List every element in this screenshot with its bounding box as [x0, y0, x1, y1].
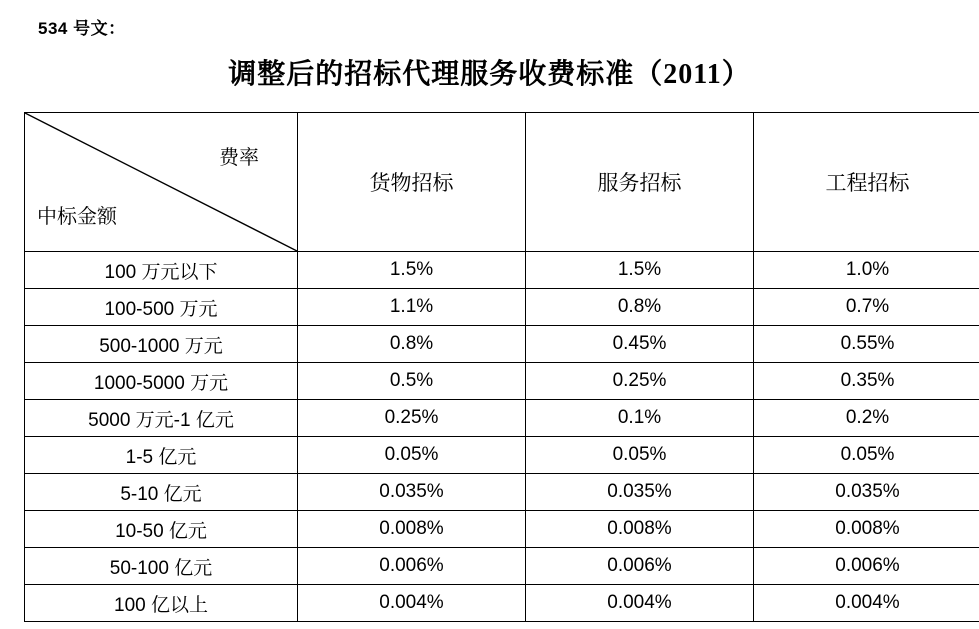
cell-engineering: 0.004% — [754, 585, 979, 622]
cell-engineering: 0.35% — [754, 363, 979, 400]
cell-service: 0.05% — [526, 437, 754, 474]
cell-engineering: 0.008% — [754, 511, 979, 548]
table-row — [25, 400, 979, 437]
column-header-goods: 货物招标 — [298, 113, 526, 252]
column-header-service: 服务招标 — [526, 113, 754, 252]
cell-goods: 0.05% — [298, 437, 526, 474]
cell-service: 0.1% — [526, 400, 754, 437]
cell-engineering: 0.006% — [754, 548, 979, 585]
table-row — [25, 363, 979, 400]
cell-goods: 0.8% — [298, 326, 526, 363]
table-header-row — [25, 113, 979, 252]
row-label: 50-100 亿元 — [25, 548, 298, 585]
column-header-engineering: 工程招标 — [754, 113, 979, 252]
table-row — [25, 252, 979, 289]
row-label: 100 亿以上 — [25, 585, 298, 622]
row-label: 5-10 亿元 — [25, 474, 298, 511]
cell-service: 0.25% — [526, 363, 754, 400]
cell-service: 0.45% — [526, 326, 754, 363]
table-row — [25, 437, 979, 474]
cell-goods: 1.5% — [298, 252, 526, 289]
table-row — [25, 289, 979, 326]
document-note: 534 号文： — [38, 19, 126, 38]
cell-goods: 0.006% — [298, 548, 526, 585]
table-row — [25, 511, 979, 548]
row-label: 5000 万元-1 亿元 — [25, 400, 298, 437]
corner-label-rate: 费率 — [219, 147, 259, 169]
row-label: 10-50 亿元 — [25, 511, 298, 548]
cell-service: 0.035% — [526, 474, 754, 511]
cell-engineering: 0.2% — [754, 400, 979, 437]
corner-inner — [25, 113, 297, 251]
row-label: 100-500 万元 — [25, 289, 298, 326]
row-label: 100 万元以下 — [25, 252, 298, 289]
diagonal-divider-icon — [25, 113, 297, 251]
row-label: 1000-5000 万元 — [25, 363, 298, 400]
cell-engineering: 0.55% — [754, 326, 979, 363]
cell-service: 0.004% — [526, 585, 754, 622]
table-row — [25, 548, 979, 585]
cell-goods: 0.5% — [298, 363, 526, 400]
cell-goods: 0.25% — [298, 400, 526, 437]
cell-goods: 0.035% — [298, 474, 526, 511]
corner-label-amount: 中标金额 — [37, 206, 117, 228]
table-row — [25, 474, 979, 511]
cell-engineering: 1.0% — [754, 252, 979, 289]
cell-goods: 0.004% — [298, 585, 526, 622]
cell-engineering: 0.05% — [754, 437, 979, 474]
table-row — [25, 585, 979, 622]
corner-header-cell — [25, 113, 298, 252]
table-row — [25, 326, 979, 363]
cell-goods: 0.008% — [298, 511, 526, 548]
cell-engineering: 0.7% — [754, 289, 979, 326]
cell-service: 0.8% — [526, 289, 754, 326]
fee-table-wrapper — [24, 112, 954, 622]
row-label: 500-1000 万元 — [25, 326, 298, 363]
cell-service: 0.008% — [526, 511, 754, 548]
cell-service: 1.5% — [526, 252, 754, 289]
cell-engineering: 0.035% — [754, 474, 979, 511]
cell-goods: 1.1% — [298, 289, 526, 326]
cell-service: 0.006% — [526, 548, 754, 585]
row-label: 1-5 亿元 — [25, 437, 298, 474]
page-title: 调整后的招标代理服务收费标准（2011） — [228, 59, 751, 90]
fee-standard-table — [24, 112, 979, 622]
